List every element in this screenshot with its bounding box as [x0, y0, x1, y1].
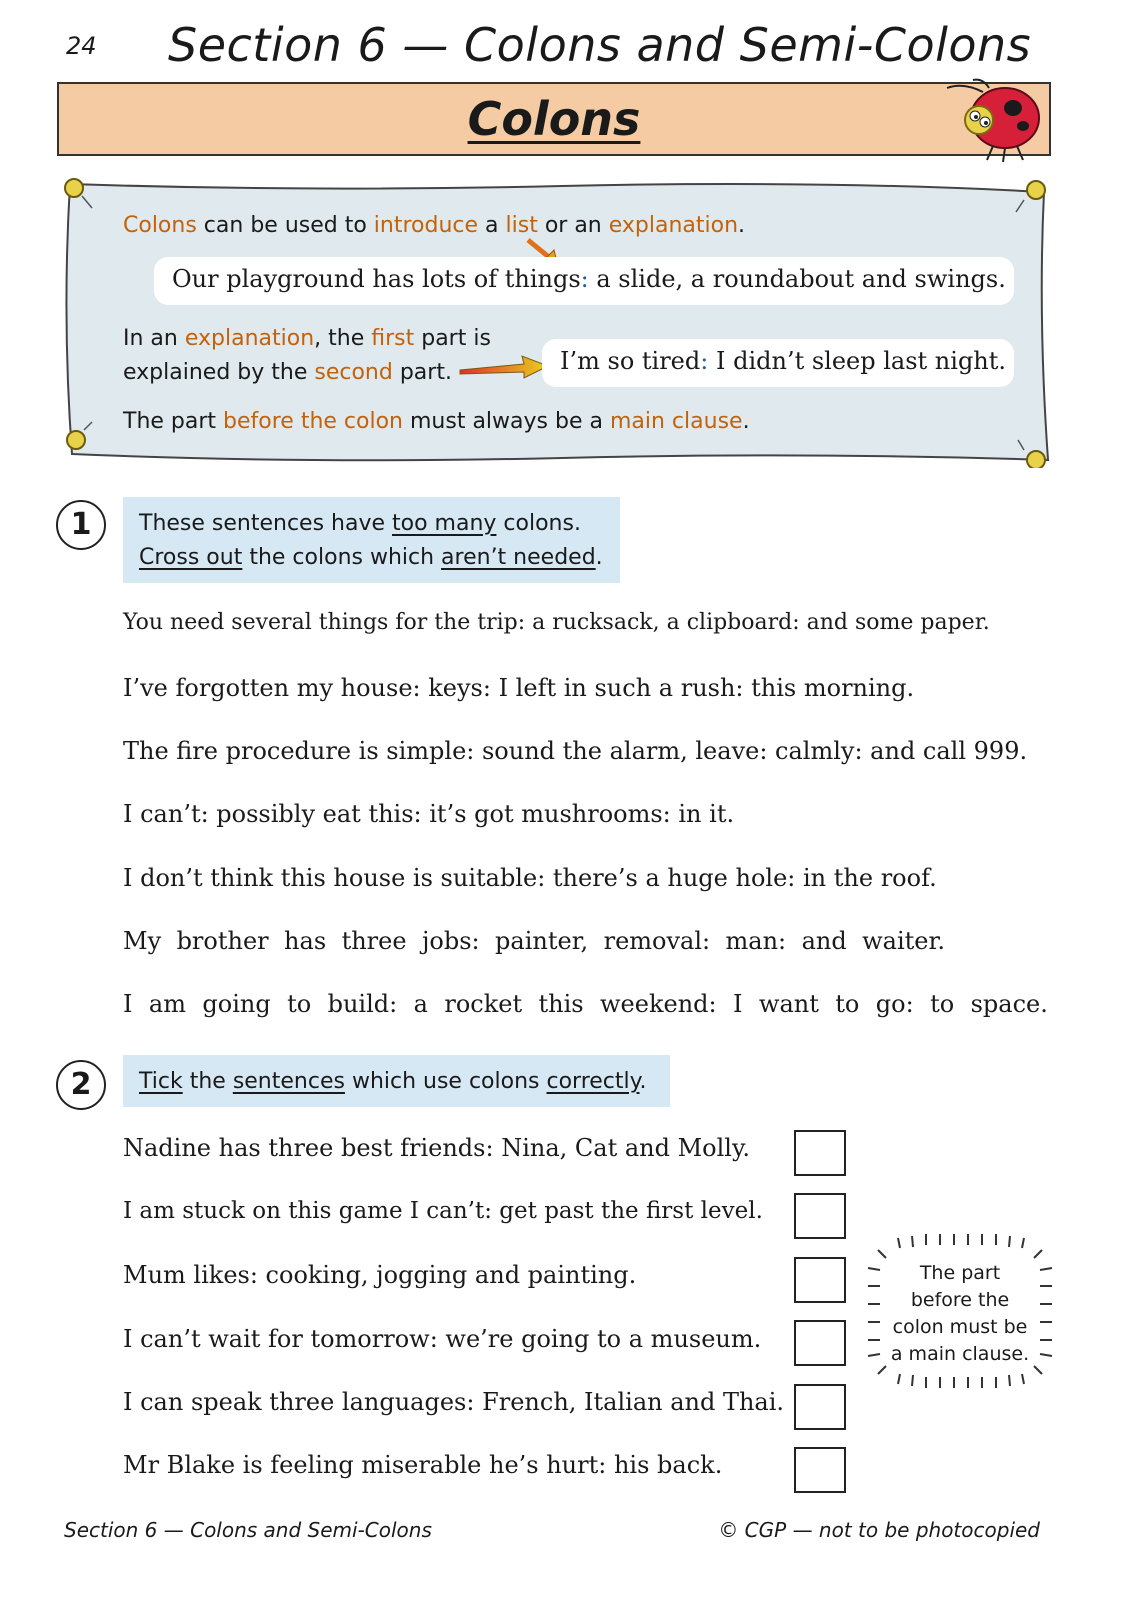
keyword-introduce: introduce: [373, 213, 479, 238]
tick-box[interactable]: [794, 1257, 846, 1303]
page-number: 24: [66, 32, 97, 60]
word: to: [835, 990, 860, 1018]
word: weekend:: [600, 990, 717, 1018]
instruction-line-2: Cross out the colons which aren’t needed.: [139, 545, 603, 570]
keyword-explanation: explanation: [608, 213, 739, 238]
word: build:: [327, 990, 398, 1018]
question-2-instruction: Tick the sentences which use colons correctly.: [123, 1055, 670, 1107]
question-1-instruction: [123, 497, 620, 583]
tick-box[interactable]: [794, 1320, 846, 1366]
word: man:: [725, 927, 787, 955]
example-colon: :: [580, 265, 589, 293]
intro-line-2b: explained by the second part.: [123, 360, 452, 385]
q2-sentence: Mr Blake is feeling miserable he’s hurt: his back.: [123, 1451, 723, 1479]
intro-line-2a: In an explanation, the first part is: [123, 326, 491, 351]
question-1-number: 1: [56, 500, 106, 550]
ladybird-icon: [943, 78, 1043, 164]
word: want: [758, 990, 819, 1018]
topic-banner: [57, 82, 1051, 156]
word: jobs:: [421, 927, 480, 955]
word: removal:: [603, 927, 711, 955]
word: this: [538, 990, 584, 1018]
q1-sentence[interactable]: You need several things for the trip: a rucksack, a clipboard: and some paper.: [123, 610, 990, 635]
keyword-colons: Colons: [123, 213, 197, 238]
example-explanation: I’m so tired: I didn’t sleep last night.: [542, 339, 1014, 387]
word: three: [341, 927, 407, 955]
word: a: [413, 990, 428, 1018]
word: brother: [176, 927, 269, 955]
tick-box[interactable]: [794, 1447, 846, 1493]
word: painter,: [495, 927, 589, 955]
word: has: [284, 927, 327, 955]
q1-sentence[interactable]: I’ve forgotten my house: keys: I left in such a rush: this morning.: [123, 674, 915, 702]
word: going: [202, 990, 271, 1018]
word: am: [148, 990, 186, 1018]
question-2-number: 2: [56, 1060, 106, 1110]
topic-title: Colons: [467, 92, 641, 146]
section-title: Section 6 — Colons and Semi-Colons: [168, 18, 1032, 72]
arrow-right-icon: [458, 352, 550, 382]
q1-sentence-justified[interactable]: [123, 990, 1048, 1018]
instruction-line-1: These sentences have too many colons.: [139, 511, 581, 536]
q2-sentence: Mum likes: cooking, jogging and painting.: [123, 1261, 637, 1289]
q1-sentence[interactable]: The fire procedure is simple: sound the alarm, leave: calmly: and call 999.: [123, 737, 1028, 765]
word: rocket: [444, 990, 523, 1018]
word: and: [801, 927, 847, 955]
tick-box[interactable]: [794, 1384, 846, 1430]
footer-section: Section 6 — Colons and Semi-Colons: [64, 1518, 432, 1542]
word: to: [930, 990, 955, 1018]
tick-box[interactable]: [794, 1193, 846, 1239]
keyword-list: list: [505, 213, 538, 238]
hint-burst: [862, 1228, 1058, 1394]
q2-sentence: I can’t wait for tomorrow: we’re going to a museum.: [123, 1325, 762, 1353]
footer-copyright: © CGP — not to be photocopied: [718, 1518, 1040, 1542]
intro-line-3: The part before the colon must always be a main clause.: [123, 409, 750, 434]
word: go:: [875, 990, 914, 1018]
word: I: [733, 990, 743, 1018]
hint-text: The part before the colon must be a main clause.: [890, 1262, 1030, 1365]
word: to: [287, 990, 312, 1018]
word: space.: [970, 990, 1048, 1018]
q2-sentence: I am stuck on this game I can’t: get past the first level.: [123, 1198, 763, 1224]
q2-sentence: I can speak three languages: French, Italian and Thai.: [123, 1388, 785, 1416]
word: waiter.: [862, 927, 945, 955]
q1-sentence[interactable]: I can’t: possibly eat this: it’s got mushrooms: in it.: [123, 800, 735, 828]
intro-line-1: Colons can be used to introduce a list or an explanation.: [123, 213, 746, 238]
example-list: Our playground has lots of things: a slide, a roundabout and swings.: [154, 257, 1014, 305]
q1-sentence[interactable]: I don’t think this house is suitable: there’s a huge hole: in the roof.: [123, 864, 937, 892]
q2-sentence: Nadine has three best friends: Nina, Cat and Molly.: [123, 1134, 750, 1162]
tick-box[interactable]: [794, 1130, 846, 1176]
word: My: [123, 927, 162, 955]
q1-sentence-justified[interactable]: [123, 927, 945, 955]
word: I: [123, 990, 133, 1018]
